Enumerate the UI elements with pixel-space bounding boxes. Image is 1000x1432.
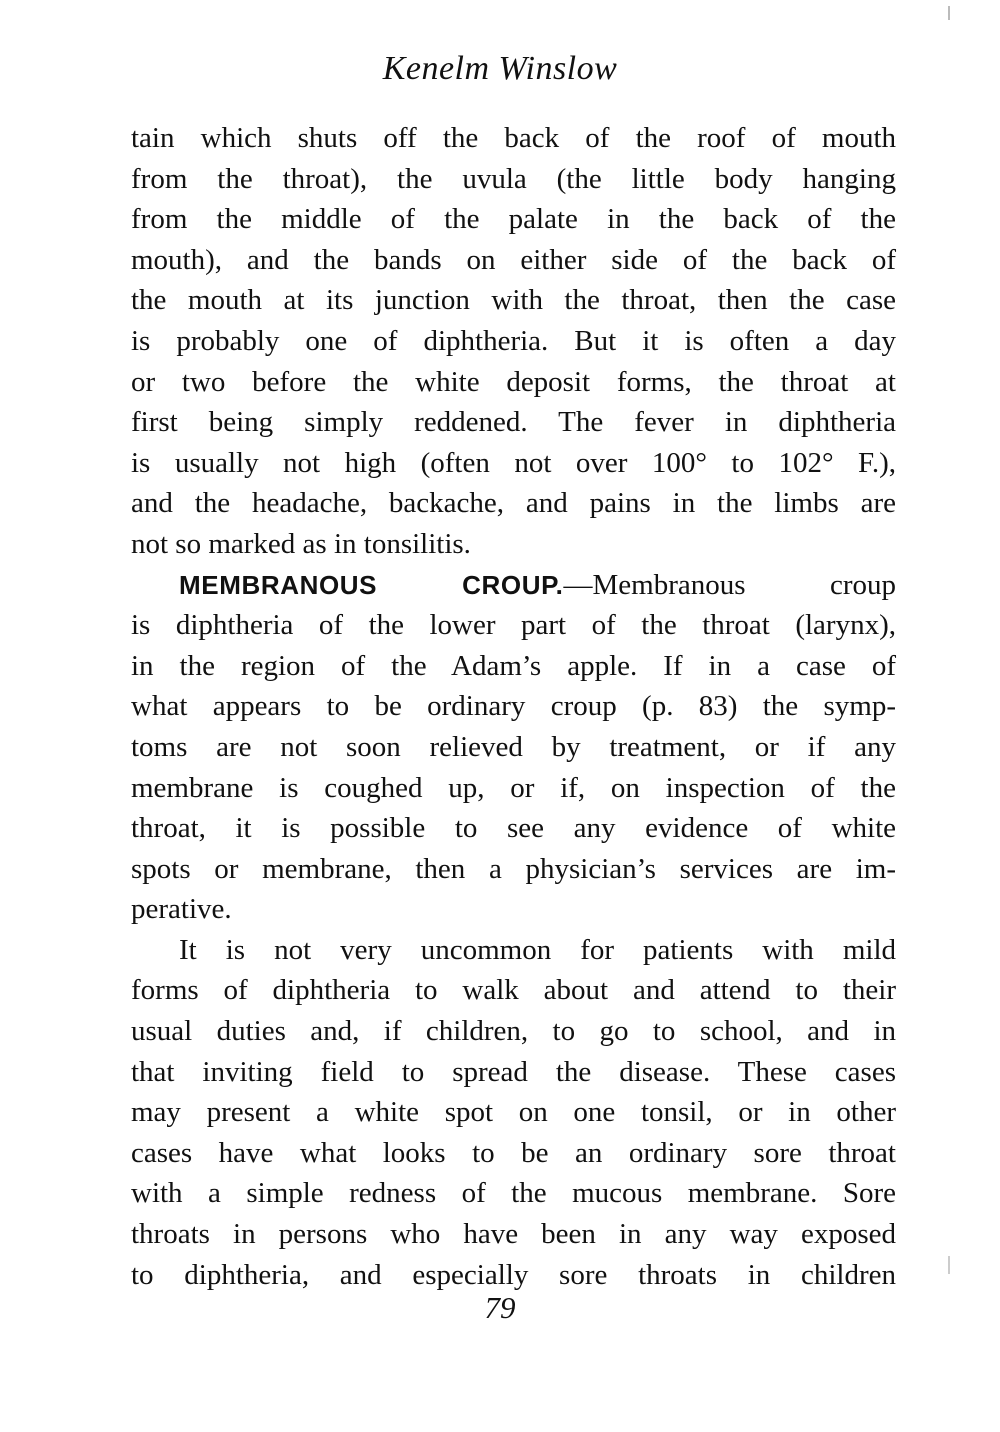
- scan-edge-mark: [948, 1256, 950, 1274]
- text-line: cases have what looks to be an ordinary sore throat: [131, 1136, 896, 1169]
- text-line: and the headache, backache, and pains in the limbs are: [131, 487, 896, 520]
- scan-edge-mark: [948, 6, 950, 20]
- text-line: first being simply reddened. The fever in diphtheria: [131, 406, 896, 439]
- text-line: forms of diphtheria to walk about and attend to their: [131, 974, 896, 1007]
- text-line: with a simple redness of the mucous membrane. Sore: [131, 1177, 896, 1210]
- text-line: or two before the white deposit forms, the throat at: [131, 365, 896, 398]
- text-line: spots or membrane, then a physician’s services are im-: [131, 852, 896, 885]
- text-line: in the region of the Adam’s apple. If in a case of: [131, 649, 896, 682]
- section-heading: MEMBRANOUS CROUP.: [179, 569, 564, 600]
- text-line: membrane is coughed up, or if, on inspection of the: [131, 771, 896, 804]
- text-line: is probably one of diphtheria. But it is often a day: [131, 324, 896, 357]
- text-line: not so marked as in tonsilitis.: [131, 527, 471, 560]
- text-line: mouth), and the bands on either side of the back of: [131, 243, 896, 276]
- text-line: to diphtheria, and especially sore throats in children: [131, 1258, 896, 1291]
- text-line: may present a white spot on one tonsil, or in other: [131, 1096, 896, 1129]
- text-line: tain which shuts off the back of the roof of mouth: [131, 122, 896, 154]
- text-line: from the throat), the uvula (the little body hanging: [131, 162, 896, 195]
- text-line: is diphtheria of the lower part of the throat (larynx),: [131, 609, 896, 642]
- text-line: is usually not high (often not over 100° to 102° F.),: [131, 446, 896, 479]
- text-line: toms are not soon relieved by treatment, or if any: [131, 730, 896, 763]
- page-number: 79: [484, 1290, 516, 1325]
- body-text: [131, 118, 896, 1295]
- text-line: usual duties and, if children, to go to school, and in: [131, 1015, 896, 1048]
- section-lead-text: —Membranous croup: [563, 568, 897, 601]
- text-line: throat, it is possible to see any evidence of white: [131, 812, 896, 845]
- text-line: the mouth at its junction with the throat, then the case: [131, 284, 896, 317]
- text-line: that inviting field to spread the disease. These cases: [131, 1055, 896, 1088]
- text-line: throats in persons who have been in any way exposed: [131, 1218, 896, 1251]
- text-line: what appears to be ordinary croup (p. 83) the symp-: [131, 690, 896, 723]
- paragraph-first-line: It is not very uncommon for patients with mild: [179, 933, 896, 966]
- text-line: perative.: [131, 893, 232, 926]
- running-title: Kenelm Winslow: [382, 50, 618, 87]
- section-first-line: [131, 565, 896, 606]
- text-line: from the middle of the palate in the back of the: [131, 203, 896, 236]
